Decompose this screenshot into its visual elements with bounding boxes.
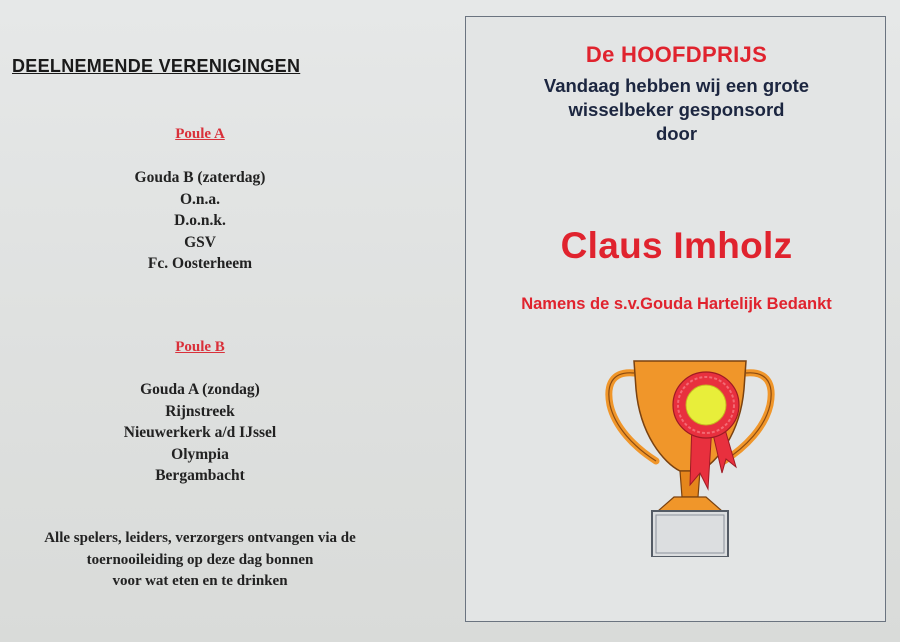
- intro-line: wisselbeker gesponsord: [568, 99, 785, 120]
- list-item: Gouda B (zaterdag): [134, 169, 266, 186]
- left-column: [0, 0, 440, 642]
- participants-heading: DEELNEMENDE VERENIGINGEN: [12, 56, 301, 76]
- thanks-line: Namens de s.v.Gouda Hartelijk Bedankt: [521, 295, 832, 313]
- prize-intro: [466, 74, 887, 146]
- sponsor-name: Claus Imholz: [560, 225, 793, 266]
- intro-line: Vandaag hebben wij een grote: [543, 75, 810, 96]
- list-item: Fc. Oosterheem: [147, 255, 253, 272]
- prize-title: De HOOFDPRIJS: [585, 42, 768, 67]
- trophy-icon: [604, 355, 776, 557]
- poule-a-list: [0, 167, 400, 275]
- poule-b-title: Poule B: [175, 339, 225, 355]
- poule-a-title: Poule A: [175, 126, 225, 142]
- list-item: O.n.a.: [179, 190, 221, 208]
- list-item: Rijnstreek: [165, 402, 235, 420]
- note-line: Alle spelers, leiders, verzorgers ontvangen via de: [44, 530, 356, 546]
- list-item: Gouda A (zondag): [140, 381, 260, 398]
- list-item: Olympia: [171, 445, 229, 463]
- list-item: Nieuwerkerk a/d IJssel: [123, 424, 277, 441]
- list-item: Bergambacht: [155, 467, 245, 484]
- note-line: voor wat eten en te drinken: [112, 573, 288, 589]
- main-prize-panel: [465, 16, 886, 622]
- list-item: GSV: [184, 233, 216, 251]
- list-item: D.o.n.k.: [174, 212, 226, 229]
- poule-b-list: [0, 379, 400, 487]
- food-voucher-note: [0, 528, 400, 593]
- note-line: toernooileiding op deze dag bonnen: [86, 551, 314, 568]
- intro-line: door: [655, 123, 698, 144]
